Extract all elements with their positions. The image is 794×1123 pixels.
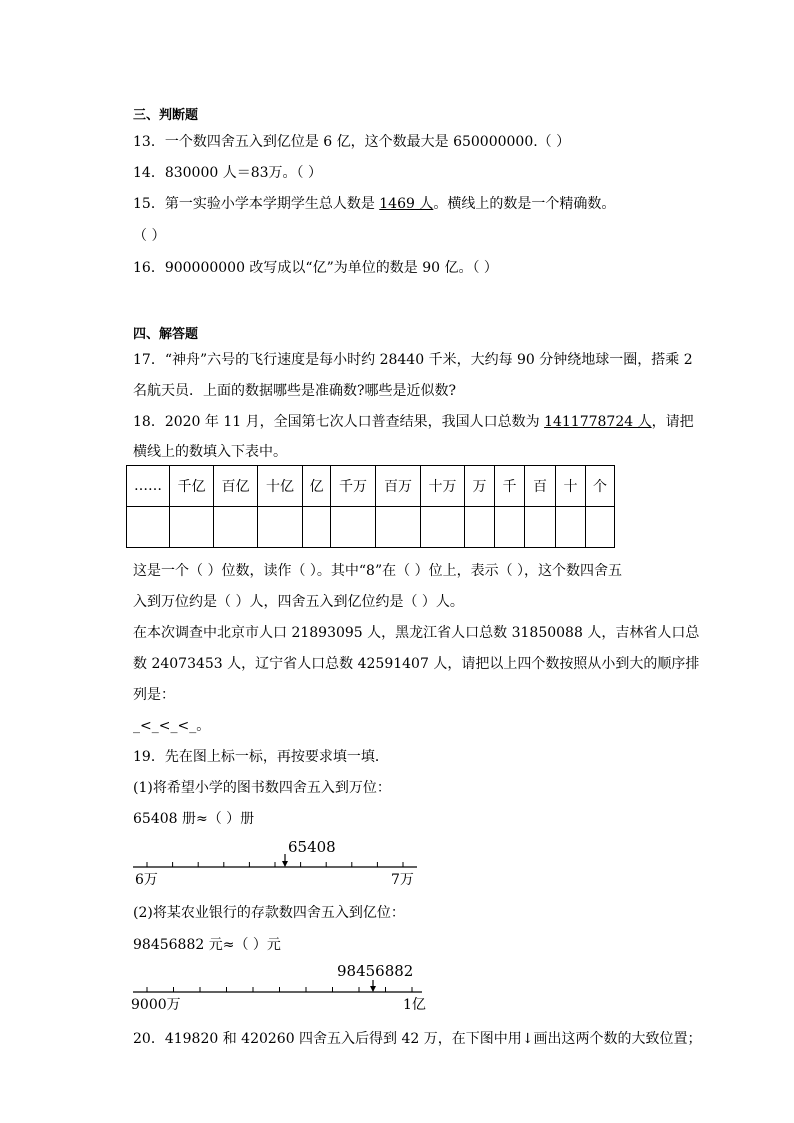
number-line-1 [125, 835, 425, 890]
table-header-cell: 千 [495, 466, 525, 507]
question-18-text-pre: 18．2020 年 11 月，全国第七次人口普查结果，我国人口总数为 [133, 414, 545, 430]
table-header-cell: 万 [465, 466, 495, 507]
table-answer-cell[interactable] [495, 507, 525, 548]
question-19-part-2: (2)将某农业银行的存款数四舍五入到亿位： [133, 905, 405, 921]
place-value-table [126, 465, 615, 548]
table-answer-cell[interactable] [421, 507, 465, 548]
table-header-cell: 十亿 [258, 466, 303, 507]
question-13: 13．一个数四舍五入到亿位是 6 亿，这个数最大是 650000000.（ ） [133, 134, 571, 150]
table-answer-cell[interactable] [465, 507, 495, 548]
table-header-cell: 千万 [331, 466, 376, 507]
table-answer-cell[interactable] [556, 507, 586, 548]
question-20: 20．419820 和 420260 四舍五入后得到 42 万，在下图中用↓画出这两个数的大致位置； [133, 1031, 702, 1047]
question-18-after-line-1: 这是一个（ ）位数，读作（ ）。其中“8”在（ ）位上，表示（ ），这个数四舍五 [133, 563, 623, 579]
table-answer-cell[interactable] [586, 507, 615, 548]
question-18-order-blanks: _<_<_<_。 [133, 718, 211, 734]
number-line-2-end-label: 1亿 [403, 997, 426, 1013]
table-answer-cell[interactable] [214, 507, 258, 548]
section-title-answer: 四、解答题 [133, 327, 199, 342]
table-header-cell: 百万 [376, 466, 421, 507]
table-answer-cell[interactable] [376, 507, 421, 548]
table-header-cell: 十万 [421, 466, 465, 507]
question-19-title: 19．先在图上标一标，再按要求填一填． [133, 749, 389, 765]
table-answer-cell[interactable] [525, 507, 556, 548]
number-line-2 [125, 958, 430, 1018]
table-header-cell: 亿 [303, 466, 331, 507]
table-header-cell: 百 [525, 466, 556, 507]
number-line-2-arrowhead-icon [370, 986, 376, 992]
question-18-after-line-2: 入到万位约是（ ）人，四舍五入到亿位约是（ ）人。 [133, 594, 464, 610]
table-header-cell: 千亿 [170, 466, 214, 507]
question-15-answer-blank: （ ） [133, 228, 166, 244]
question-15-text-pre: 15．第一实验小学本学期学生总人数是 [133, 196, 380, 212]
table-header-cell: 个 [586, 466, 615, 507]
section-title-judgement: 三、判断题 [133, 108, 199, 123]
question-19-part-1: (1)将希望小学的图书数四舍五入到万位： [133, 780, 391, 796]
number-line-1-end-label: 7万 [391, 872, 414, 888]
table-answer-cell[interactable] [170, 507, 214, 548]
question-19-equation-2: 98456882 元≈（ ）元 [133, 937, 281, 953]
number-line-2-value-label: 98456882 [337, 962, 414, 980]
question-17-line-2: 名航天员．上面的数据哪些是准确数?哪些是近似数? [133, 383, 457, 399]
table-header-cell: 十 [556, 466, 586, 507]
number-line-1-start-label: 6万 [135, 872, 158, 888]
table-answer-cell[interactable] [258, 507, 303, 548]
table-header-cell: …… [127, 466, 170, 507]
question-17-line-1: 17．“神舟”六号的飞行速度是每小时约 28440 千米，大约每 90 分钟绕地球一圈，搭乘 2 [133, 352, 693, 368]
question-15 [133, 193, 615, 213]
question-15-underlined-number: 1469 人 [379, 196, 434, 212]
table-answer-cell[interactable] [331, 507, 376, 548]
question-18-part2-line-3: 列是： [133, 687, 175, 703]
question-15-text-post: 。横线上的数是一个精确数。 [433, 196, 616, 212]
table-header-cell: 百亿 [214, 466, 258, 507]
question-16: 16．900000000 改写成以“亿”为单位的数是 90 亿。（ ） [133, 260, 498, 276]
question-18-line-2: 横线上的数填入下表中。 [133, 444, 287, 460]
table-header-row [127, 466, 615, 507]
question-18-line-1 [133, 411, 694, 431]
number-line-2-start-label: 9000万 [131, 997, 181, 1013]
question-18-part2-line-1: 在本次调查中北京市人口 21893095 人，黑龙江省人口总数 31850088 人，吉林省人口总 [133, 625, 700, 641]
table-answer-row [127, 507, 615, 548]
question-14: 14．830000 人＝83万。（ ） [133, 165, 322, 181]
number-line-1-value-label: 65408 [288, 838, 336, 856]
question-18-part2-line-2: 数 24073453 人，辽宁省人口总数 42591407 人，请把以上四个数按照从小到大的顺序排 [133, 656, 700, 672]
question-18-underlined-number: 1411778724 人 [544, 414, 652, 430]
table-answer-cell[interactable] [303, 507, 331, 548]
number-line-1-ticks [147, 862, 403, 867]
question-18-text-post: ，请把 [651, 414, 694, 430]
number-line-1-arrowhead-icon [282, 861, 288, 867]
table-answer-cell[interactable] [127, 507, 170, 548]
question-19-equation-1: 65408 册≈（ ）册 [133, 811, 255, 827]
